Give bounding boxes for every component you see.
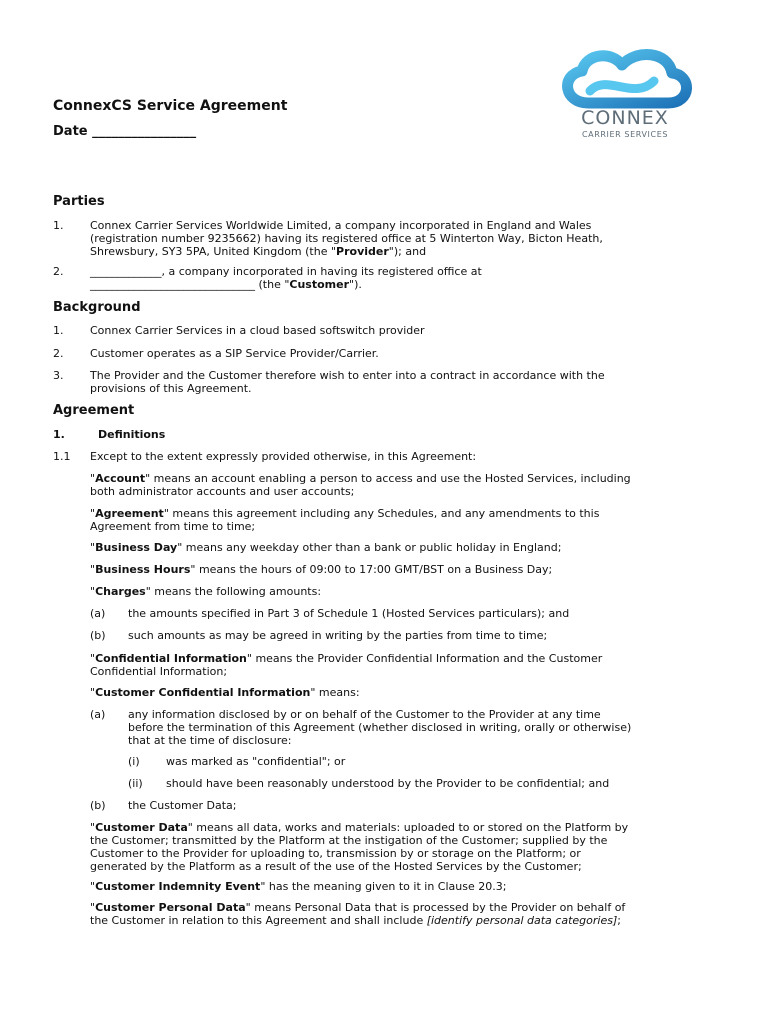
background-1-text: Connex Carrier Services in a cloud based softswitch provider	[90, 324, 425, 337]
definition-confidential-information: "Confidential Information" means the Provider Confidential Information and the Customer	[90, 652, 603, 665]
logo-tagline: CARRIER SERVICES	[581, 130, 669, 139]
charges-b-text: such amounts as may be agreed in writing by the parties from time to time;	[128, 629, 548, 642]
customer-confidential-b-label: (b)	[90, 799, 106, 812]
party-2-line-2	[90, 278, 362, 291]
defined-term: Business Day	[95, 541, 178, 554]
definition-customer-data: "Customer Data" means all data, works and materials: uploaded to or stored on the Platform by	[90, 821, 629, 834]
definition-customer-personal-data: "Customer Personal Data" means Personal Data that is processed by the Provider on behalf of	[90, 901, 626, 914]
provider-term: Provider	[336, 245, 389, 258]
defined-term: Agreement	[95, 507, 164, 520]
text-run: " means the hours of 09:00 to 17:00 GMT/BST on a Business Day;	[190, 563, 553, 576]
defined-term: Customer Personal Data	[95, 901, 246, 914]
background-2-text: Customer operates as a SIP Service Provider/Carrier.	[90, 347, 379, 360]
logo-wordmark: CONNEX	[581, 107, 669, 129]
text-run: " means any weekday other than a bank or public holiday in England;	[177, 541, 562, 554]
party-2-number: 2.	[53, 265, 64, 278]
clause-1-1-number: 1.1	[53, 450, 71, 463]
party-2-line-1: _____________, a company incorporated in having its registered office at	[90, 265, 482, 278]
charges-a-text: the amounts specified in Part 3 of Schedule 1 (Hosted Services particulars); and	[128, 607, 570, 620]
clause-1-title: Definitions	[98, 428, 166, 441]
party-1-line-2: (registration number 9235662) having its registered office at 5 Winterton Way, Bicton Heath,	[90, 232, 603, 245]
definition-account: "Account" means an account enabling a person to access and use the Hosted Services, including	[90, 472, 631, 485]
definition-account-line-2: both administrator accounts and user accounts;	[90, 485, 355, 498]
text-run: " means:	[310, 686, 360, 699]
definition-agreement-line-2: Agreement from time to time;	[90, 520, 256, 533]
text-run: " means all data, works and materials: uploaded to or stored on the Platform by	[187, 821, 629, 834]
definition-business-day: "Business Day" means any weekday other than a bank or public holiday in England;	[90, 541, 562, 554]
definition-customer-data-line-3: Customer to the Provider for uploading to, transmission by or storage on the Platform; or	[90, 847, 581, 860]
text-run: " has the meaning given to it in Clause 20.3;	[260, 880, 507, 893]
text-run: the Customer in relation to this Agreement and shall include	[90, 914, 427, 927]
defined-term: Customer Indemnity Event	[95, 880, 261, 893]
defined-term: Customer Confidential Information	[95, 686, 311, 699]
background-2-number: 2.	[53, 347, 64, 360]
definition-customer-data-line-2: the Customer; transmitted by the Platform at the instigation of the Customer; supplied by the	[90, 834, 608, 847]
background-heading: Background	[53, 300, 141, 315]
document-title: ConnexCS Service Agreement	[53, 98, 288, 114]
placeholder-text: [identify personal data categories]	[426, 914, 618, 927]
text-run: " means the Provider Confidential Information and the Customer	[246, 652, 603, 665]
background-1-number: 1.	[53, 324, 64, 337]
text-run: " means Personal Data that is processed by the Provider on behalf of	[245, 901, 626, 914]
party-1-number: 1.	[53, 219, 64, 232]
definition-agreement: "Agreement" means this agreement including any Schedules, and any amendments to this	[90, 507, 600, 520]
connex-logo	[550, 45, 700, 145]
cloud-icon	[550, 45, 700, 115]
text-run: " means the following amounts:	[145, 585, 322, 598]
defined-term: Charges	[95, 585, 146, 598]
customer-confidential-ii-text: should have been reasonably understood by the Provider to be confidential; and	[166, 777, 610, 790]
party-1-line-1: Connex Carrier Services Worldwide Limited, a company incorporated in England and Wales	[90, 219, 592, 232]
customer-confidential-ii-label: (ii)	[128, 777, 143, 790]
defined-term: Business Hours	[95, 563, 191, 576]
background-3-number: 3.	[53, 369, 64, 382]
charges-b-label: (b)	[90, 629, 106, 642]
customer-confidential-a-line-1: any information disclosed by or on behalf of the Customer to the Provider at any time	[128, 708, 601, 721]
parties-heading: Parties	[53, 194, 105, 209]
clause-1-1-text: Except to the extent expressly provided otherwise, in this Agreement:	[90, 450, 477, 463]
customer-confidential-b-text: the Customer Data;	[128, 799, 237, 812]
customer-term: Customer	[289, 278, 350, 291]
text-run: " means an account enabling a person to access and use the Hosted Services, including	[145, 472, 631, 485]
background-3-line-1: The Provider and the Customer therefore wish to enter into a contract in accordance with the	[90, 369, 605, 382]
definition-customer-indemnity-event: "Customer Indemnity Event" has the meaning given to it in Clause 20.3;	[90, 880, 507, 893]
defined-term: Account	[95, 472, 146, 485]
definition-customer-data-line-4: generated by the Platform as a result of the use of the Hosted Services by the Customer;	[90, 860, 582, 873]
text-run: ;	[617, 914, 621, 927]
defined-term: Confidential Information	[95, 652, 247, 665]
background-3-line-2: provisions of this Agreement.	[90, 382, 252, 395]
text-run: ").	[349, 278, 362, 291]
defined-term: Customer Data	[95, 821, 188, 834]
customer-confidential-i-label: (i)	[128, 755, 140, 768]
definition-business-hours: "Business Hours" means the hours of 09:00 to 17:00 GMT/BST on a Business Day;	[90, 563, 553, 576]
text-run: " means this agreement including any Schedules, and any amendments to this	[163, 507, 600, 520]
customer-confidential-i-text: was marked as "confidential"; or	[166, 755, 346, 768]
definition-customer-personal-data-line-2	[90, 914, 621, 927]
text-run: "); and	[388, 245, 427, 258]
definition-charges: "Charges" means the following amounts:	[90, 585, 322, 598]
customer-confidential-a-line-3: that at the time of disclosure:	[128, 734, 292, 747]
definition-customer-confidential: "Customer Confidential Information" means:	[90, 686, 360, 699]
text-run: Shrewsbury, SY3 5PA, United Kingdom (the "	[90, 245, 337, 258]
customer-confidential-a-label: (a)	[90, 708, 106, 721]
text-run: ______________________________ (the "	[90, 278, 290, 291]
customer-confidential-a-line-2: before the termination of this Agreement (whether disclosed in writing, orally or otherwise)	[128, 721, 632, 734]
charges-a-label: (a)	[90, 607, 106, 620]
date-line: Date ________________	[53, 124, 197, 139]
clause-1-number: 1.	[53, 428, 65, 441]
definition-confidential-line-2: Confidential Information;	[90, 665, 228, 678]
party-1-line-3	[90, 245, 426, 258]
agreement-heading: Agreement	[53, 403, 135, 418]
